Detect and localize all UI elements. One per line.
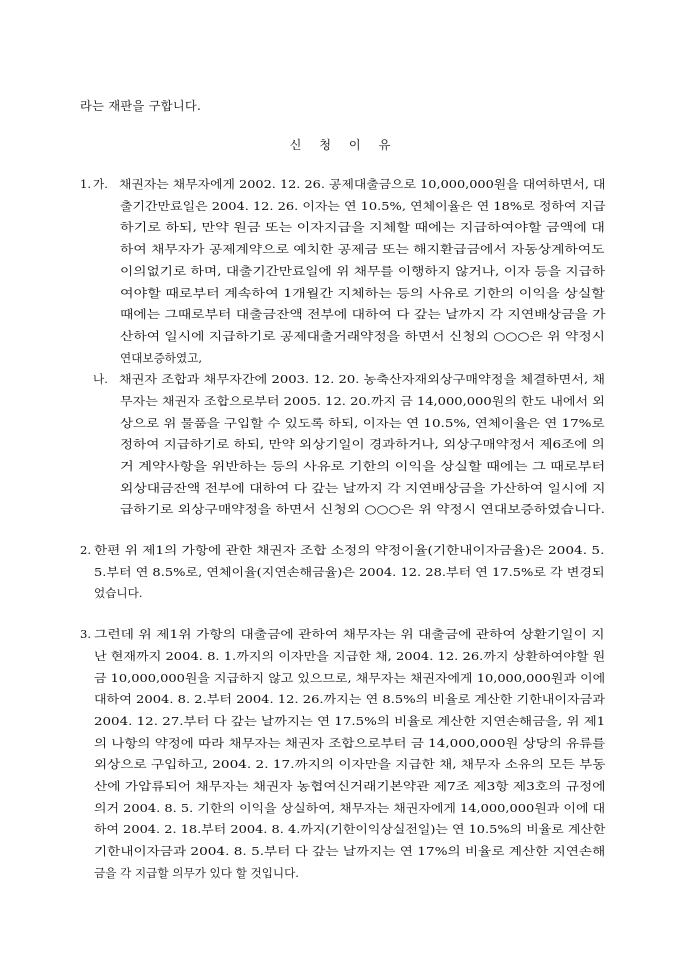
paragraph-line: 거 계약사항을 위반하는 등의 사유로 기한의 이익을 상실할 때에는 그 때로부터 — [120, 459, 606, 473]
section-number: 2. — [80, 543, 92, 557]
paragraph-line: 2004. 12. 27.부터 다 갚는 날까지는 연 17.5%의 비율로 계산한 지연손해금을, 위 제1 — [94, 714, 606, 728]
section-number: 3. — [80, 627, 92, 641]
paragraph-line: 난 현재까지 2004. 8. 1.까지의 이자만을 지급한 채, 2004. 12. 26.까지 상환하여야할 원 — [94, 649, 606, 663]
paragraph-line: 정하여 지급하기로 하되, 만약 외상기일이 경과하거나, 외상구매약정서 제6조에 의 — [120, 437, 605, 451]
paragraph-line: 하여 2004. 2. 18.부터 2004. 8. 4.까지(기한이익상실전일)는 연 10.5%의 비율로 계산한 — [94, 822, 606, 836]
paragraph-line: 연대보증하였고, — [120, 351, 203, 365]
paragraph-line: 이의없기로 하며, 대출기간만료일에 위 채무를 이행하지 않거나, 이자 등을 지급하 — [120, 264, 606, 278]
paragraph-line: 그런데 위 제1위 가항의 대출금에 관하여 채무자는 위 대출금에 관하여 상환기일이 지 — [94, 627, 605, 641]
paragraph-line: 하여 채무자가 공제계약으로 예치한 공제금 또는 해지환급금에서 자동상계하여도 — [120, 242, 605, 256]
paragraph-line: 산하여 일시에 지급하기로 공제대출거래약정을 하면서 신청외 ○○○은 위 약정시 — [120, 329, 606, 343]
paragraph-line: 산에 가압류되어 채무자는 채권자 농협여신거래기본약관 제7조 제3항 제3호의 규정에 — [94, 779, 606, 793]
paragraph-line: 금 10,000,000원을 지급하지 않고 있으므로, 채무자는 채권자에게 10,000,000원과 이에 — [94, 671, 606, 685]
paragraph-line: 채권자는 채무자에게 2002. 12. 26. 공제대출금으로 10,000,000원을 대여하면서, 대 — [119, 177, 606, 191]
paragraph-line: 외상으로 구입하고, 2004. 2. 17.까지의 이자만을 지급한 채, 채무자 소유의 모든 부동 — [94, 757, 606, 771]
section-number: 1. — [80, 177, 92, 191]
paragraph-line: 상으로 위 물품을 구입할 수 있도록 하되, 이자는 연 10.5%, 연체이율은 연 17%로 — [120, 416, 605, 430]
paragraph-line: 5.부터 연 8.5%로, 연체이율(지연손해금율)은 2004. 12. 28.부터 연 17.5%로 각 변경되 — [94, 565, 605, 579]
paragraph-line: 급하기로 외상구매약정을 하면서 신청외 ○○○은 위 약정시 연대보증하였습니다. — [120, 502, 606, 516]
paragraph-line: 금을 각 지급할 의무가 있다 할 것입니다. — [94, 866, 299, 880]
subsection-marker: 가. — [93, 177, 108, 191]
paragraph-line: 여야할 때로부터 계속하여 1개월간 지체하는 등의 사유로 기한의 이익을 상실할 — [120, 286, 605, 300]
paragraph-line: 었습니다. — [94, 586, 143, 600]
paragraph-line: 한편 위 제1의 가항에 관한 채권자 조합 소정의 약정이율(기한내이자금율)은 2004. 5. — [94, 543, 605, 557]
intro-text: 라는 재판을 구합니다. — [80, 99, 202, 113]
paragraph-line: 의거 2004. 8. 5. 기한의 이익을 상실하여, 채무자는 채권자에게 14,000,000원과 이에 대 — [94, 801, 606, 815]
paragraph-line: 무자는 채권자 조합으로부터 2005. 12. 20.까지 금 14,000,000원의 한도 내에서 외 — [120, 394, 605, 408]
subsection-marker: 나. — [93, 372, 108, 386]
section-title: 신 청 이 유 — [289, 138, 391, 152]
paragraph-line: 하기로 하되, 만약 원금 또는 이자지급을 지체할 때에는 지급하여야할 금액에 대 — [120, 220, 605, 234]
paragraph-line: 외상대금잔액 전부에 대하여 다 갚는 날까지 각 지연배상금을 가산하여 일시에 지 — [120, 481, 606, 495]
paragraph-line: 의 나항의 약정에 따라 채무자는 채권자 조합으로부터 금 14,000,000원 상당의 유류를 — [94, 736, 606, 750]
paragraph-line: 대하여 2004. 8. 2.부터 2004. 12. 26.까지는 연 8.5%의 비율로 계산한 기한내이자금과 — [94, 692, 605, 706]
paragraph-line: 기한내이자금과 2004. 8. 5.부터 다 갚는 날까지는 연 17%의 비율로 계산한 지연손해 — [94, 844, 606, 858]
paragraph-line: 채권자 조합과 채무자간에 2003. 12. 20. 농축산자재외상구매약정을 체결하면서, 채 — [119, 372, 606, 386]
paragraph-line: 출기간만료일은 2004. 12. 26. 이자는 연 10.5%, 연체이율은 연 18%로 정하여 지급 — [120, 199, 606, 213]
paragraph-line: 때에는 그때로부터 대출금잔액 전부에 대하여 다 갚는 날까지 각 지연배상금을 가 — [120, 307, 606, 321]
